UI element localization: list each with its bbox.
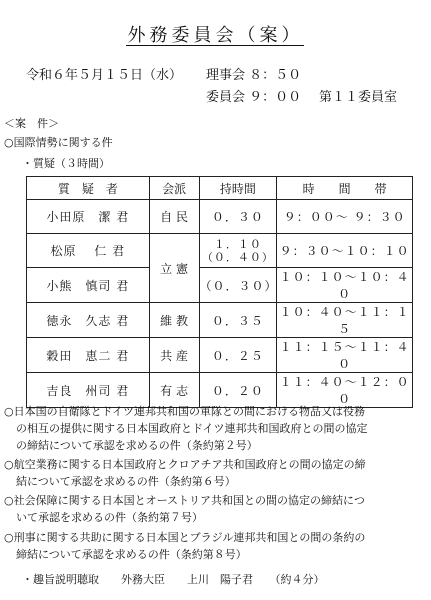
questioner-name: 松原 仁 君 — [27, 234, 150, 268]
allotted-time-total: １．１０ — [213, 237, 262, 251]
board-meeting-time: 理事会 ８：５０ — [206, 68, 302, 83]
allotted-time-own: （０．４０） — [201, 250, 274, 264]
allotted-time: ０．２０ — [199, 373, 277, 408]
case-line: いて承認を求めるの件（条約第７号） — [16, 511, 203, 524]
allotted-time: （０．３０） — [199, 268, 277, 303]
table-row — [27, 303, 413, 338]
case-item-austria-social-security — [4, 492, 424, 526]
questioner-name: 穀田 恵二 君 — [27, 338, 150, 373]
item-international-affairs: ○国際情勢に関する件 — [4, 136, 113, 149]
table-row — [27, 338, 413, 373]
committee-meeting-time: 委員会 ９：００ — [206, 90, 302, 105]
header-party: 会派 — [149, 177, 199, 200]
time-slot: ９：００〜 ９：３０ — [277, 200, 413, 234]
case-item-germany-acsa — [4, 403, 424, 454]
header-time-slot: 時 間 帯 — [277, 177, 413, 200]
time-slot: １１：４０〜１２：００ — [277, 373, 413, 408]
case-line: ○日本国の自衛隊とドイツ連邦共和国の軍隊との間における物品又は役務 — [4, 405, 366, 418]
time-slot: １０：４０〜１１：１５ — [277, 303, 413, 338]
questioner-name: 小熊 慎司 君 — [27, 268, 150, 303]
table-row — [27, 268, 413, 303]
questioner-name: 吉良 州司 君 — [27, 373, 150, 408]
allotted-time: ０．３０ — [199, 200, 277, 234]
questioner-schedule-table — [26, 176, 413, 408]
allotted-time: ０．３５ — [199, 303, 277, 338]
party: 有 志 — [149, 373, 199, 408]
document-title: 外務委員会（案） — [127, 25, 304, 46]
case-item-brazil-mutual-assistance — [4, 529, 424, 563]
meeting-room: 第１１委員室 — [319, 90, 398, 105]
party: 立 憲 — [149, 234, 199, 303]
case-line: ○航空業務に関する日本国政府とクロアチア共和国政府との間の協定の締 — [4, 458, 366, 471]
time-slot: １０：１０〜１０：４０ — [277, 268, 413, 303]
table-row — [27, 234, 413, 268]
questioner-name: 小田原 潔 君 — [27, 200, 150, 234]
case-line: ○刑事に関する共助に関する日本国とブラジル連邦共和国との間の条約の — [4, 531, 366, 544]
case-line: の締結について承認を求めるの件（条約第２号） — [16, 439, 258, 452]
allotted-time — [199, 234, 277, 268]
case-line: ○社会保障に関する日本国とオーストリア共和国との間の協定の締結につ — [4, 494, 365, 507]
explanation-line: ・趣旨説明聴取 外務大臣 上川 陽子君 （約４分） — [22, 573, 325, 586]
header-allotted-time: 持時間 — [199, 177, 277, 200]
case-line: 結について承認を求めるの件（条約第６号） — [16, 475, 236, 488]
party: 共 産 — [149, 338, 199, 373]
time-slot: １１：１５〜１１：４０ — [277, 338, 413, 373]
title-underline — [126, 45, 304, 46]
allotted-time: ０．２５ — [199, 338, 277, 373]
case-line: 締結について承認を求めるの件（条約第８号） — [16, 548, 247, 561]
questioner-name: 徳永 久志 君 — [27, 303, 150, 338]
party: 自 民 — [149, 200, 199, 234]
case-header: ＜案 件＞ — [4, 117, 59, 130]
time-slot: ９：３０〜１０：１０ — [277, 234, 413, 268]
header-questioner: 質 疑 者 — [27, 177, 150, 200]
table-header-row — [27, 177, 413, 200]
case-item-croatia-air — [4, 456, 424, 490]
table-row — [27, 200, 413, 234]
case-line: の相互の提供に関する日本国政府とドイツ連邦共和国政府との間の協定 — [16, 422, 368, 435]
meeting-date: 令和６年５月１５日（水） — [26, 68, 183, 83]
qa-duration-label: ・質疑（３時間） — [22, 157, 110, 170]
party: 維 教 — [149, 303, 199, 338]
